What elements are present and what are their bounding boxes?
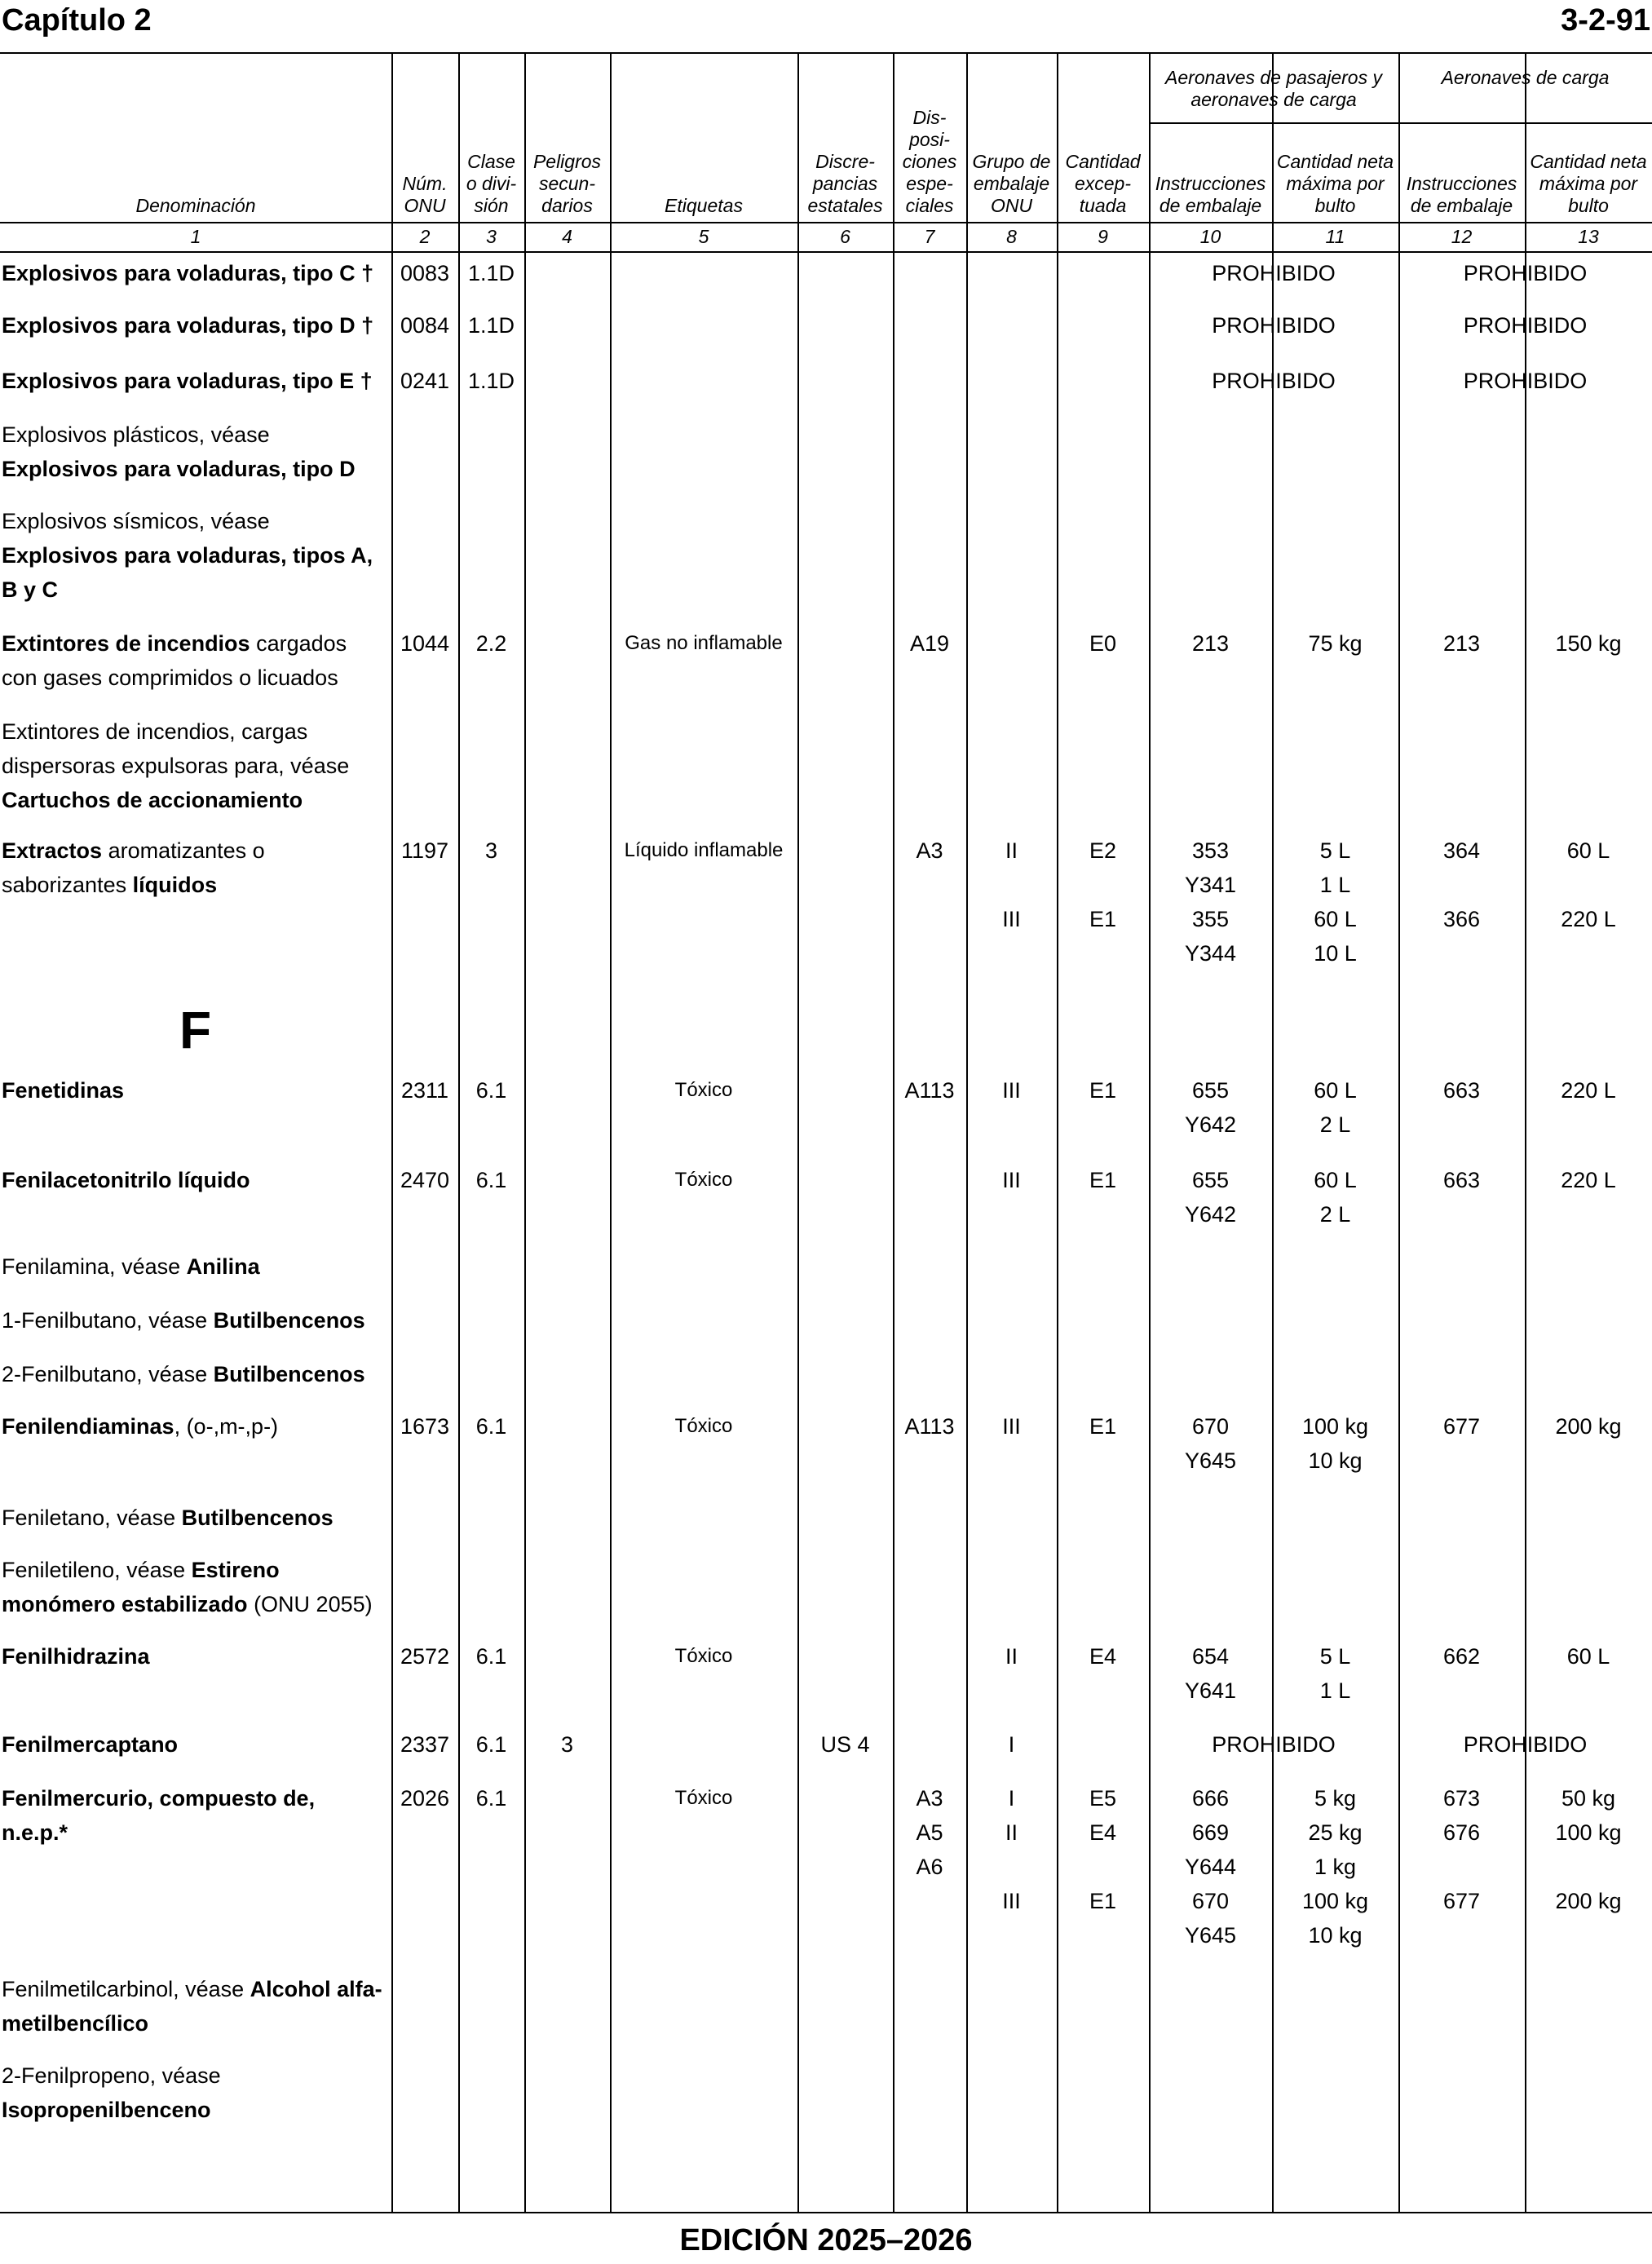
row-denomination: [2, 1073, 385, 1108]
row-denomination: [2, 1781, 385, 1850]
pax-packing-instruction: 655: [1191, 1078, 1230, 1103]
un-number: 0084: [400, 313, 450, 338]
column-header: Dis- posi- ciones espe- ciales: [902, 107, 957, 216]
column-number: 9: [1098, 226, 1108, 247]
chapter-title: Capítulo 2: [2, 3, 152, 38]
row-denomination: [2, 1727, 385, 1762]
column-number: 3: [486, 226, 497, 247]
packing-group: II: [1005, 838, 1018, 863]
state-variation: US 4: [820, 1732, 870, 1757]
prohibited-pax: PROHIBIDO: [1212, 313, 1336, 338]
cargo-packing-instruction: 366: [1442, 907, 1481, 931]
packing-group: II: [1005, 1644, 1018, 1669]
group-divider-rule: [1149, 122, 1652, 124]
class-division: 6.1: [475, 1078, 507, 1103]
pax-packing-instruction: 353: [1191, 838, 1230, 863]
un-number: 2337: [400, 1732, 450, 1757]
denomination-text: Fenilhidrazina: [2, 1644, 150, 1669]
pax-max-net-quantity: 5 L: [1319, 838, 1351, 863]
class-division: 1.1D: [467, 261, 515, 285]
excepted-quantity: E4: [1089, 1820, 1117, 1845]
hazard-label: Tóxico: [674, 1645, 733, 1667]
prohibited-pax: PROHIBIDO: [1212, 1732, 1336, 1757]
row-denomination: [2, 2058, 385, 2127]
pax-max-net-quantity: 100 kg: [1301, 1889, 1369, 1913]
pax-packing-instruction: 670: [1191, 1889, 1230, 1913]
special-provision: A113: [904, 1078, 955, 1103]
pax-packing-instruction: Y645: [1184, 1448, 1237, 1473]
column-header: Instrucciones de embalaje: [1155, 173, 1266, 216]
pax-packing-instruction: 670: [1191, 1414, 1230, 1439]
cargo-packing-instruction: 676: [1442, 1820, 1481, 1845]
denomination-text: Extintores de incendios, cargas dispersoras expulsoras para, véase: [2, 719, 350, 778]
packing-group: III: [1002, 1889, 1021, 1913]
column-rule: [524, 54, 526, 2212]
pax-max-net-quantity: 1 L: [1319, 873, 1351, 897]
row-denomination: [2, 1501, 385, 1535]
cargo-packing-instruction: 673: [1442, 1786, 1481, 1811]
column-header: Cantidad neta máxima por bulto: [1276, 151, 1394, 216]
class-division: 6.1: [475, 1414, 507, 1439]
denomination-text: , (o-,m-,p-): [174, 1414, 279, 1439]
excepted-quantity: E1: [1089, 1414, 1117, 1439]
un-number: 1044: [400, 631, 450, 656]
prohibited-pax: PROHIBIDO: [1212, 261, 1336, 285]
column-number: 10: [1199, 226, 1221, 247]
class-division: 6.1: [475, 1644, 507, 1669]
pax-packing-instruction: Y644: [1184, 1855, 1237, 1879]
denomination-text: Fenilendiaminas: [2, 1414, 174, 1439]
excepted-quantity: E5: [1089, 1786, 1117, 1811]
pax-packing-instruction: 213: [1191, 631, 1230, 656]
excepted-quantity: E2: [1089, 838, 1117, 863]
hazard-label: Tóxico: [674, 1079, 733, 1101]
pax-max-net-quantity: 60 L: [1314, 907, 1357, 931]
cargo-max-net-quantity: 220 L: [1561, 1168, 1616, 1192]
denomination-text: (ONU 2055): [247, 1592, 373, 1616]
column-number: 13: [1578, 226, 1599, 247]
prohibited-cargo: PROHIBIDO: [1463, 369, 1588, 393]
subsidiary-hazard: 3: [560, 1732, 574, 1757]
packing-group: III: [1002, 1414, 1021, 1439]
pax-max-net-quantity: 25 kg: [1308, 1820, 1363, 1845]
denomination-text: Explosivos para voladuras, tipo E †: [2, 369, 373, 393]
denomination-text: Fenetidinas: [2, 1078, 125, 1103]
prohibited-pax: PROHIBIDO: [1212, 369, 1336, 393]
row-denomination: [2, 1163, 385, 1197]
page-number: 3-2-91: [1561, 3, 1650, 38]
denomination-text: Explosivos para voladuras, tipo C †: [2, 261, 374, 285]
denomination-text: Isopropenilbenceno: [2, 2098, 211, 2122]
section-letter-f: F: [179, 1001, 212, 1059]
row-denomination: [2, 364, 385, 398]
cargo-max-net-quantity: 150 kg: [1555, 631, 1622, 656]
pax-packing-instruction: 654: [1191, 1644, 1230, 1669]
row-denomination: [2, 504, 385, 607]
cargo-max-net-quantity: 60 L: [1566, 1644, 1610, 1669]
hazard-label: Gas no inflamable: [625, 632, 783, 654]
denomination-text: 2-Fenilpropeno, véase: [2, 2063, 221, 2088]
denomination-text: Alcohol alfa-metilbencílico: [2, 1977, 382, 2036]
header-group-cargo: Aeronaves de carga: [1441, 67, 1610, 88]
cargo-max-net-quantity: 50 kg: [1561, 1786, 1616, 1811]
un-number: 0083: [400, 261, 450, 285]
cargo-max-net-quantity: 200 kg: [1555, 1889, 1622, 1913]
denomination-text: Extintores de incendios: [2, 631, 250, 656]
special-provision: A113: [904, 1414, 955, 1439]
denomination-text: Fenilmercaptano: [2, 1732, 179, 1757]
denomination-text: Fenilacetonitrilo líquido: [2, 1168, 250, 1192]
column-rule: [797, 54, 799, 2212]
row-denomination: [2, 418, 385, 486]
column-number: 2: [419, 226, 431, 247]
pax-max-net-quantity: 10 kg: [1308, 1448, 1363, 1473]
denomination-text: Fenilamina, véase: [2, 1254, 187, 1279]
pax-max-net-quantity: 100 kg: [1301, 1414, 1369, 1439]
class-division: 2.2: [475, 631, 507, 656]
row-denomination: [2, 626, 385, 695]
excepted-quantity: E1: [1089, 1078, 1117, 1103]
row-denomination: [2, 1553, 385, 1621]
denomination-text: Explosivos para voladuras, tipo D †: [2, 313, 374, 338]
denomination-text: aromatizantes o saborizantes: [2, 838, 265, 897]
denomination-text: Explosivos para voladuras, tipo D: [2, 457, 356, 481]
column-header: Denominación: [135, 195, 256, 216]
special-provision: A5: [916, 1820, 943, 1845]
pax-packing-instruction: 655: [1191, 1168, 1230, 1192]
pax-max-net-quantity: 1 L: [1319, 1678, 1351, 1703]
excepted-quantity: E1: [1089, 1889, 1117, 1913]
hazard-label: Tóxico: [674, 1787, 733, 1809]
row-denomination: [2, 1409, 385, 1444]
packing-group: II: [1005, 1820, 1018, 1845]
row-denomination: [2, 834, 385, 902]
column-number-rule: [0, 251, 1652, 253]
denomination-text: Feniletileno, véase: [2, 1558, 192, 1582]
excepted-quantity: E1: [1089, 1168, 1117, 1192]
denomination-text: Butilbencenos: [213, 1308, 365, 1333]
denomination-text: 1-Fenilbutano, véase: [2, 1308, 214, 1333]
un-number: 1673: [400, 1414, 450, 1439]
hazard-label: Líquido inflamable: [624, 839, 784, 861]
un-number: 0241: [400, 369, 450, 393]
pax-max-net-quantity: 60 L: [1314, 1078, 1357, 1103]
cargo-max-net-quantity: 60 L: [1566, 838, 1610, 863]
pax-packing-instruction: Y645: [1184, 1923, 1237, 1948]
excepted-quantity: E4: [1089, 1644, 1117, 1669]
row-denomination: [2, 1249, 385, 1284]
cargo-max-net-quantity: 220 L: [1561, 907, 1616, 931]
cargo-max-net-quantity: 200 kg: [1555, 1414, 1622, 1439]
column-header: Instrucciones de embalaje: [1406, 173, 1517, 216]
denomination-text: 2-Fenilbutano, véase: [2, 1362, 214, 1386]
denomination-text: Explosivos plásticos, véase: [2, 422, 270, 447]
class-division: 3: [484, 838, 498, 863]
prohibited-cargo: PROHIBIDO: [1463, 1732, 1588, 1757]
row-denomination: [2, 1303, 385, 1338]
denomination-text: Fenilmercurio, compuesto de, n.e.p.*: [2, 1786, 316, 1845]
packing-group: I: [1008, 1786, 1015, 1811]
denomination-text: Feniletano, véase: [2, 1506, 182, 1530]
pax-packing-instruction: Y641: [1184, 1678, 1237, 1703]
prohibited-cargo: PROHIBIDO: [1463, 261, 1588, 285]
pax-max-net-quantity: 5 L: [1319, 1644, 1351, 1669]
column-number: 12: [1451, 226, 1473, 247]
cargo-packing-instruction: 663: [1442, 1168, 1481, 1192]
packing-group: I: [1008, 1732, 1015, 1757]
special-provision: A3: [916, 838, 943, 863]
packing-group: III: [1002, 1078, 1021, 1103]
denomination-text: Butilbencenos: [181, 1506, 333, 1530]
packing-group: III: [1002, 907, 1021, 931]
hazard-label: Tóxico: [674, 1415, 733, 1437]
un-number: 2572: [400, 1644, 450, 1669]
class-division: 6.1: [475, 1786, 507, 1811]
row-denomination: [2, 1357, 385, 1391]
denomination-text: Fenilmetilcarbinol, véase: [2, 1977, 250, 2001]
pax-max-net-quantity: 2 L: [1319, 1112, 1351, 1137]
denomination-text: Explosivos sísmicos, véase: [2, 509, 270, 533]
cargo-packing-instruction: 364: [1442, 838, 1481, 863]
denomination-text: Estireno monómero estabilizado: [2, 1558, 280, 1616]
class-division: 1.1D: [467, 369, 515, 393]
cargo-packing-instruction: 663: [1442, 1078, 1481, 1103]
column-number: 11: [1325, 226, 1345, 247]
column-header: Núm. ONU: [402, 173, 448, 216]
class-division: 1.1D: [467, 313, 515, 338]
hazard-label: Tóxico: [674, 1169, 733, 1191]
pax-packing-instruction: Y341: [1184, 873, 1237, 897]
pax-max-net-quantity: 1 kg: [1314, 1855, 1357, 1879]
special-provision: A19: [909, 631, 950, 656]
column-number: 4: [562, 226, 572, 247]
pax-packing-instruction: Y642: [1184, 1112, 1237, 1137]
class-division: 6.1: [475, 1732, 507, 1757]
denomination-text: líquidos: [132, 873, 218, 897]
prohibited-cargo: PROHIBIDO: [1463, 313, 1588, 338]
cargo-max-net-quantity: 100 kg: [1555, 1820, 1622, 1845]
row-denomination: [2, 1639, 385, 1674]
row-denomination: [2, 308, 385, 343]
column-number: 1: [190, 226, 201, 247]
row-denomination: [2, 714, 385, 817]
excepted-quantity: E1: [1089, 907, 1117, 931]
column-header: Clase o divi- sión: [466, 151, 517, 216]
row-denomination: [2, 256, 385, 290]
header-group-passenger: Aeronaves de pasajeros y aeronaves de carga: [1165, 67, 1382, 110]
pax-max-net-quantity: 10 L: [1314, 941, 1357, 966]
column-number: 7: [924, 226, 935, 247]
special-provision: A3: [916, 1786, 943, 1811]
denomination-text: Anilina: [186, 1254, 260, 1279]
column-header: Discre- pancias estatales: [807, 151, 883, 216]
denomination-text: Butilbencenos: [213, 1362, 365, 1386]
column-header: Grupo de embalaje ONU: [972, 151, 1051, 216]
pax-packing-instruction: 666: [1191, 1786, 1230, 1811]
packing-group: III: [1002, 1168, 1021, 1192]
pax-max-net-quantity: 60 L: [1314, 1168, 1357, 1192]
pax-max-net-quantity: 5 kg: [1314, 1786, 1357, 1811]
column-rule: [610, 54, 612, 2212]
cargo-packing-instruction: 662: [1442, 1644, 1481, 1669]
page-header: [0, 0, 1652, 52]
column-header: Etiquetas: [665, 195, 743, 216]
column-number: 5: [698, 226, 709, 247]
un-number: 1197: [400, 838, 449, 863]
pax-packing-instruction: Y642: [1184, 1202, 1237, 1227]
denomination-text: Extractos: [2, 838, 103, 863]
table-bottom-rule: [0, 2212, 1652, 2213]
cargo-max-net-quantity: 220 L: [1561, 1078, 1616, 1103]
pax-packing-instruction: 669: [1191, 1820, 1230, 1845]
denomination-text: cargados con gases comprimidos o licuados: [2, 631, 347, 690]
pax-max-net-quantity: 2 L: [1319, 1202, 1351, 1227]
denomination-text: Explosivos para voladuras, tipos A, B y C: [2, 543, 373, 602]
column-header: Peligros secun- darios: [532, 151, 602, 216]
cargo-packing-instruction: 213: [1442, 631, 1481, 656]
pax-packing-instruction: Y344: [1184, 941, 1237, 966]
class-division: 6.1: [475, 1168, 507, 1192]
column-rule: [893, 54, 894, 2212]
header-bottom-rule: [0, 222, 1652, 223]
cargo-packing-instruction: 677: [1442, 1414, 1481, 1439]
column-number: 6: [840, 226, 850, 247]
un-number: 2470: [400, 1168, 450, 1192]
cargo-packing-instruction: 677: [1442, 1889, 1481, 1913]
edition-footer: EDICIÓN 2025–2026: [679, 2223, 973, 2257]
pax-max-net-quantity: 75 kg: [1308, 631, 1363, 656]
column-number: 8: [1006, 226, 1017, 247]
pax-max-net-quantity: 10 kg: [1308, 1923, 1363, 1948]
row-denomination: [2, 1972, 385, 2041]
un-number: 2026: [400, 1786, 450, 1811]
column-header: Cantidad neta máxima por bulto: [1530, 151, 1647, 216]
denomination-text: Cartuchos de accionamiento: [2, 788, 303, 812]
excepted-quantity: E0: [1089, 631, 1117, 656]
un-number: 2311: [400, 1078, 449, 1103]
column-header: Cantidad excep- tuada: [1065, 151, 1141, 216]
pax-packing-instruction: 355: [1191, 907, 1230, 931]
special-provision: A6: [916, 1855, 943, 1879]
header-top-rule: [0, 52, 1652, 54]
